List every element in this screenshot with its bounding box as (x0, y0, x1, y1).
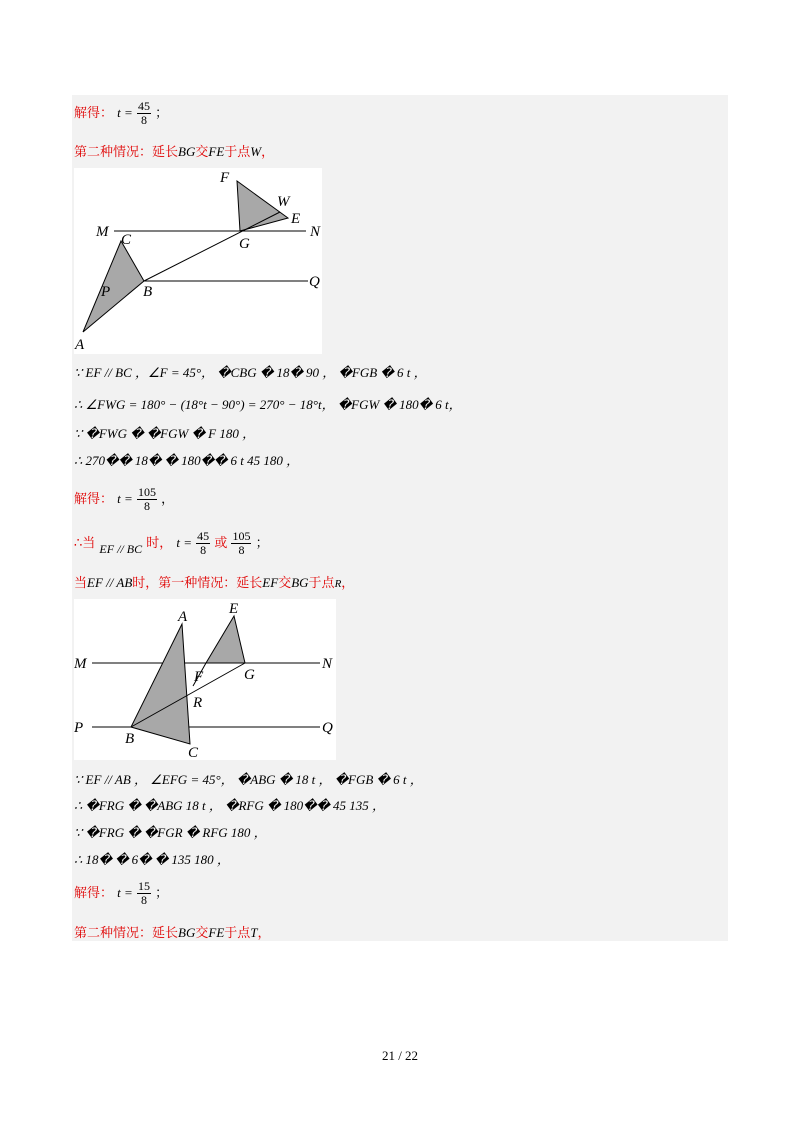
fraction (196, 530, 210, 557)
text-solve-label: 解得： (74, 106, 114, 121)
solution-line-10 (74, 771, 423, 790)
frac-num: 45 (197, 529, 210, 543)
segment-bw (144, 212, 280, 281)
text-intersect: 交 (195, 145, 209, 160)
punct: ； (155, 885, 169, 900)
math-expression: ∵ �FWG � �FGW � F 180 ， (74, 426, 256, 441)
punct: ； (155, 105, 169, 120)
text-time: 时， (146, 536, 173, 551)
case-text: 时，第一种情况：延长 (132, 576, 263, 591)
label-g: G (244, 667, 255, 683)
math-t: t = (117, 105, 133, 120)
punct: ； (255, 535, 269, 550)
fraction (231, 530, 251, 557)
solution-line-12 (74, 824, 267, 843)
frac-num: 105 (232, 529, 251, 543)
label-g: G (239, 236, 250, 252)
label-n: N (322, 656, 333, 672)
label-e: E (291, 211, 301, 227)
text-point: 于点 (224, 145, 251, 160)
math-r: R (334, 578, 342, 590)
solution-line-11 (74, 797, 385, 816)
math-t-point: T (250, 925, 258, 940)
math-expression: ∴ 18� � 6� � 135 180 ， (74, 852, 230, 867)
frac-den: 8 (140, 893, 147, 907)
label-b: B (143, 284, 153, 300)
fraction (137, 486, 157, 513)
math-fe: FE (208, 144, 225, 159)
frac-num: 105 (137, 485, 156, 499)
text-solve-label: 解得： (74, 492, 114, 507)
label-a: A (178, 609, 188, 625)
solution-line-9 (74, 574, 354, 593)
fraction (137, 880, 151, 907)
label-c: C (188, 745, 199, 760)
label-q: Q (322, 720, 333, 736)
case-text: 第二种情况：延长 (74, 926, 179, 941)
punct: ， (257, 926, 271, 941)
math-t: t = (117, 885, 133, 900)
text-or: 或 (214, 536, 228, 551)
text-point: 于点 (224, 926, 251, 941)
figure-1-diagram (74, 168, 322, 354)
solution-line-4 (74, 396, 462, 415)
triangle-abc (131, 624, 190, 744)
case-text: 第二种情况：延长 (74, 145, 179, 160)
label-p: P (101, 284, 111, 300)
solution-line-5 (74, 425, 255, 444)
text-intersect: 交 (195, 926, 209, 941)
math-ef-bc: EF // BC (99, 542, 143, 556)
text-when: 当 (74, 576, 88, 591)
fraction (137, 100, 151, 127)
math-bg: BG (178, 925, 196, 940)
triangle-abc (83, 241, 144, 332)
label-b: B (125, 731, 135, 747)
math-expression: ∵ �FRG � �FGR � RFG 180 ， (74, 825, 267, 840)
label-c: C (121, 232, 132, 248)
solution-line-8 (74, 530, 269, 557)
math-bg: BG (178, 144, 196, 159)
label-f: F (220, 170, 230, 186)
solution-line-14 (74, 880, 168, 907)
label-m: M (96, 224, 109, 240)
label-e: E (229, 601, 239, 617)
math-bg: BG (291, 575, 309, 590)
math-ef-ab: EF // AB (87, 575, 133, 590)
figure-2 (74, 599, 336, 760)
math-expression: ∵ EF // BC ，∠F = 45°， �CBG � 18� 90 ， �FGB � 6 t ， (74, 365, 427, 380)
text-intersect: 交 (278, 576, 292, 591)
frac-num: 15 (137, 879, 150, 893)
label-w: W (277, 194, 290, 210)
figure-2-diagram (74, 599, 336, 760)
page-number: 21 / 22 (381, 1048, 419, 1063)
math-expression: ∴ �FRG � �ABG 18 t ， �RFG � 180�� 45 135 ， (74, 798, 386, 813)
solution-line-7 (74, 486, 174, 513)
frac-den: 8 (140, 113, 147, 127)
text-when: ∴当 (74, 536, 96, 551)
label-p: P (74, 720, 84, 736)
punct: ， (161, 491, 175, 506)
frac-num: 45 (137, 99, 150, 113)
text-solve-label: 解得： (74, 886, 114, 901)
frac-den: 8 (200, 543, 207, 557)
label-q: Q (309, 274, 320, 290)
solution-line-13 (74, 851, 230, 870)
figure-1 (74, 168, 322, 354)
math-w: W (250, 144, 262, 159)
solution-line-1 (74, 100, 168, 127)
label-r: R (193, 695, 203, 711)
math-expression: ∵ EF // AB ， ∠EFG = 45°， �ABG � 18 t ， �FGB � 6 t ， (74, 772, 423, 787)
solution-line-2 (74, 143, 274, 162)
frac-den: 8 (143, 499, 150, 513)
label-m: M (74, 656, 87, 672)
label-f: F (194, 669, 204, 685)
math-fe: FE (208, 925, 225, 940)
math-t: t = (117, 491, 133, 506)
math-ef: EF (262, 575, 279, 590)
solution-line-15 (74, 924, 271, 943)
label-n: N (310, 224, 321, 240)
punct: ， (341, 576, 355, 591)
solution-line-3 (74, 364, 427, 383)
solution-line-6 (74, 452, 299, 471)
triangle-efg (206, 616, 245, 663)
math-t: t = (176, 535, 193, 550)
math-expression: ∴ 270�� 18� � 180�� 6 t 45 180 ， (74, 453, 300, 468)
frac-den: 8 (238, 543, 245, 557)
math-expression: ∴ ∠FWG = 180° − (18°t − 90°) = 270° − 18°t， �FGW � 180� 6 t， (74, 397, 462, 412)
text-point: 于点 (308, 576, 335, 591)
punct: ， (261, 145, 275, 160)
label-a: A (75, 337, 85, 353)
